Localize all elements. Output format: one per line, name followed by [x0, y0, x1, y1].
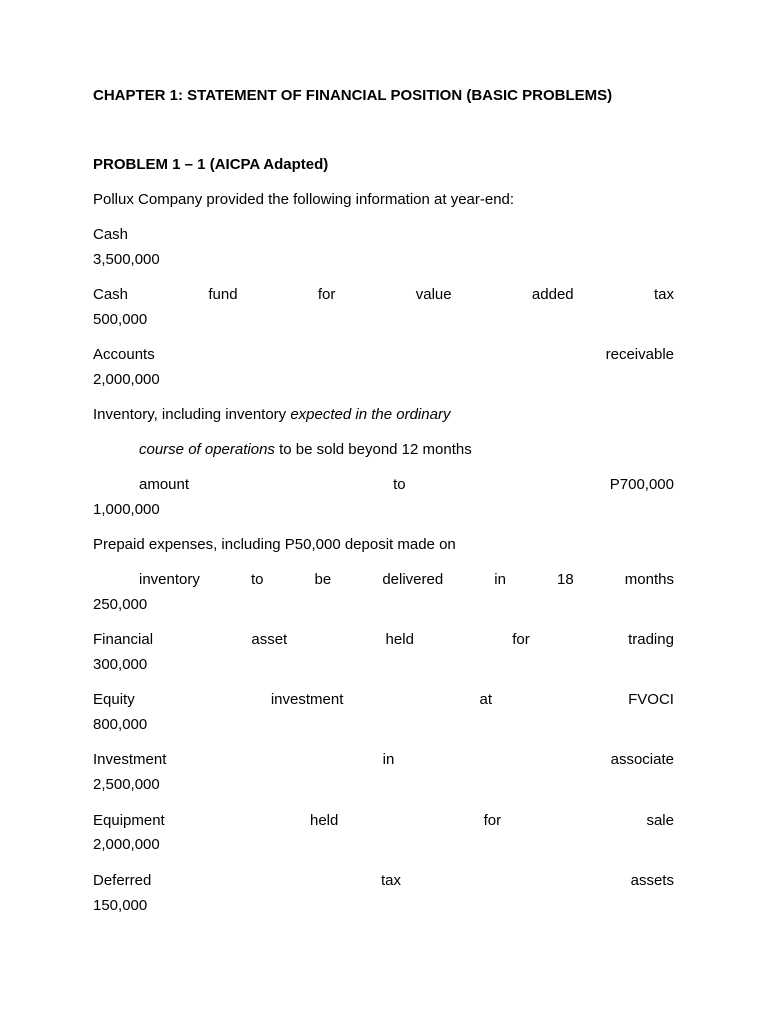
deferred-tax-amount: 150,000: [93, 897, 148, 914]
inventory-text: to be sold beyond 12 months: [274, 441, 472, 458]
word: value: [415, 286, 452, 303]
word: Cash: [93, 286, 129, 303]
word: associate: [610, 751, 674, 768]
chapter-title: CHAPTER 1: STATEMENT OF FINANCIAL POSITION (BASIC PROBLEMS): [93, 87, 613, 104]
word: Equipment: [93, 812, 165, 829]
word: held: [310, 812, 339, 829]
word: added: [531, 286, 574, 303]
word: receivable: [605, 346, 674, 363]
word: P700,000: [609, 476, 674, 493]
prepaid-line-2: [139, 571, 674, 589]
word: tax: [653, 286, 674, 303]
word: 18: [557, 571, 574, 588]
word: trading: [628, 631, 674, 648]
investment-associate-label: [93, 751, 674, 769]
word: amount: [139, 476, 190, 493]
word: for: [483, 812, 502, 829]
word: delivered: [382, 571, 444, 588]
word: asset: [251, 631, 288, 648]
word: in: [494, 571, 506, 588]
equity-fvoci-label: [93, 691, 674, 709]
problem-title: PROBLEM 1 – 1 (AICPA Adapted): [93, 156, 329, 173]
fa-trading-amount: 300,000: [93, 656, 148, 673]
word: months: [624, 571, 674, 588]
cash-fund-vat-amount: 500,000: [93, 311, 148, 328]
word: at: [479, 691, 493, 708]
word: FVOCI: [628, 691, 674, 708]
word: for: [317, 286, 336, 303]
equipment-hfs-amount: 2,000,000: [93, 836, 160, 853]
word: Financial: [93, 631, 154, 648]
fa-trading-label: [93, 631, 674, 649]
cash-label: Cash: [93, 226, 129, 243]
accounts-receivable-label: [93, 346, 674, 364]
prepaid-amount: 250,000: [93, 596, 148, 613]
prepaid-line-1: Prepaid expenses, including P50,000 deposit made on: [93, 536, 456, 553]
cash-fund-vat-label: [93, 286, 674, 304]
inventory-line-1: [93, 406, 674, 424]
inventory-amount: 1,000,000: [93, 501, 160, 518]
intro-text: Pollux Company provided the following information at year-end:: [93, 191, 515, 208]
word: Deferred: [93, 872, 152, 889]
word: for: [512, 631, 530, 648]
word: assets: [630, 872, 674, 889]
cash-amount: 3,500,000: [93, 251, 160, 268]
word: Accounts: [93, 346, 155, 363]
inventory-text: Inventory, including inventory: [93, 406, 291, 423]
word: tax: [380, 872, 401, 889]
deferred-tax-label: [93, 872, 674, 890]
word: inventory: [139, 571, 200, 588]
word: held: [385, 631, 414, 648]
word: be: [314, 571, 332, 588]
inventory-line-3: [139, 476, 674, 494]
inventory-line-2: [139, 441, 674, 459]
investment-associate-amount: 2,500,000: [93, 776, 160, 793]
equipment-hfs-label: [93, 812, 674, 830]
word: to: [250, 571, 264, 588]
word: Equity: [93, 691, 135, 708]
inventory-italic-text: course of operations: [139, 441, 275, 458]
accounts-receivable-amount: 2,000,000: [93, 371, 160, 388]
word: in: [382, 751, 395, 768]
word: sale: [646, 812, 674, 829]
word: Investment: [93, 751, 167, 768]
word: fund: [208, 286, 238, 303]
word: investment: [270, 691, 344, 708]
word: to: [393, 476, 406, 493]
inventory-italic-text: expected in the ordinary: [290, 406, 451, 423]
equity-fvoci-amount: 800,000: [93, 716, 148, 733]
